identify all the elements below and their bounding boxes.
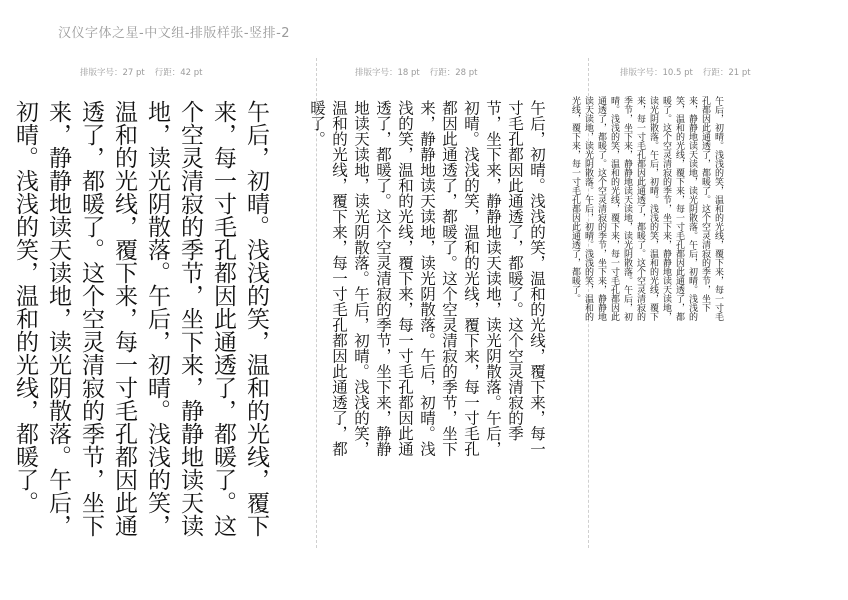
line-spacing-label: 行距：28 pt bbox=[429, 68, 478, 78]
sample-text-10-5pt: 午后，初晴。浅浅的笑，温和的光线，覆下来，每一寸毛孔都因此通透了，都暖了。这个空灵清寂的季节，坐下来，静静地读天读地，读光阴散落。午后，初晴。浅浅的笑，温和的光线，覆下来，每一寸毛孔都因此通透了，都暖了。这个空灵清寂的季节，坐下来，静静地读天读地，读光阴散落。午后，初晴。浅浅的笑，温和的光线，覆下来，每一寸毛孔都因此通透了，都暖了。这个空灵清寂的季节，坐下来，静静地读天读地，读光阴散落。午后，初晴。浅浅的笑，温和的光线，覆下来，每一寸毛孔都因此通透了，都暖了。这个空灵清寂的季节，坐下来，静静地读天读地，读光阴散落。午后，初晴。浅浅的笑，温和的光线，覆下来，每一寸毛孔都因此通透了，都暖了。 bbox=[570, 96, 723, 321]
spec-label-27pt bbox=[80, 66, 203, 78]
sample-text-18pt: 午后，初晴。浅浅的笑，温和的光线，覆下来，每一寸毛孔都因此通透了，都暖了。这个空灵清寂的季节，坐下来，静静地读天读地，读光阴散落。午后，初晴。浅浅的笑，温和的光线，覆下来，每一寸毛孔都因此通透了，都暖了。这个空灵清寂的季节，坐下来，静静地读天读地，读光阴散落。午后，初晴。浅浅的笑，温和的光线，覆下来，每一寸毛孔都因此通透了，都暖了。这个空灵清寂的季节，坐下来，静静地读天读地，读光阴散落。午后，初晴。浅浅的笑，温和的光线，覆下来，每一寸毛孔都因此通透了，都暖了。 bbox=[308, 100, 546, 457]
font-size-label: 排版字号：10.5 pt bbox=[620, 68, 693, 78]
page-title: 汉仪字体之星-中文组-排版样张-竖排-2 bbox=[58, 26, 291, 41]
sample-text-27pt: 午后，初晴。浅浅的笑，温和的光线，覆下来，每一寸毛孔都因此通透了，都暖了。这个空灵清寂的季节，坐下来，静静地读天读地，读光阴散落。午后，初晴。浅浅的笑，温和的光线，覆下来，每一寸毛孔都因此通透了，都暖了。这个空灵清寂的季节，坐下来，静静地读天读地，读光阴散落。午后，初晴。浅浅的笑，温和的光线，都暖了。 bbox=[12, 100, 269, 537]
spec-label-18pt bbox=[355, 66, 478, 78]
font-size-label: 排版字号：27 pt bbox=[80, 68, 145, 78]
font-size-label: 排版字号：18 pt bbox=[355, 68, 420, 78]
line-spacing-label: 行距：21 pt bbox=[702, 68, 751, 78]
line-spacing-label: 行距：42 pt bbox=[154, 68, 203, 78]
spec-label-10-5pt bbox=[620, 66, 751, 78]
